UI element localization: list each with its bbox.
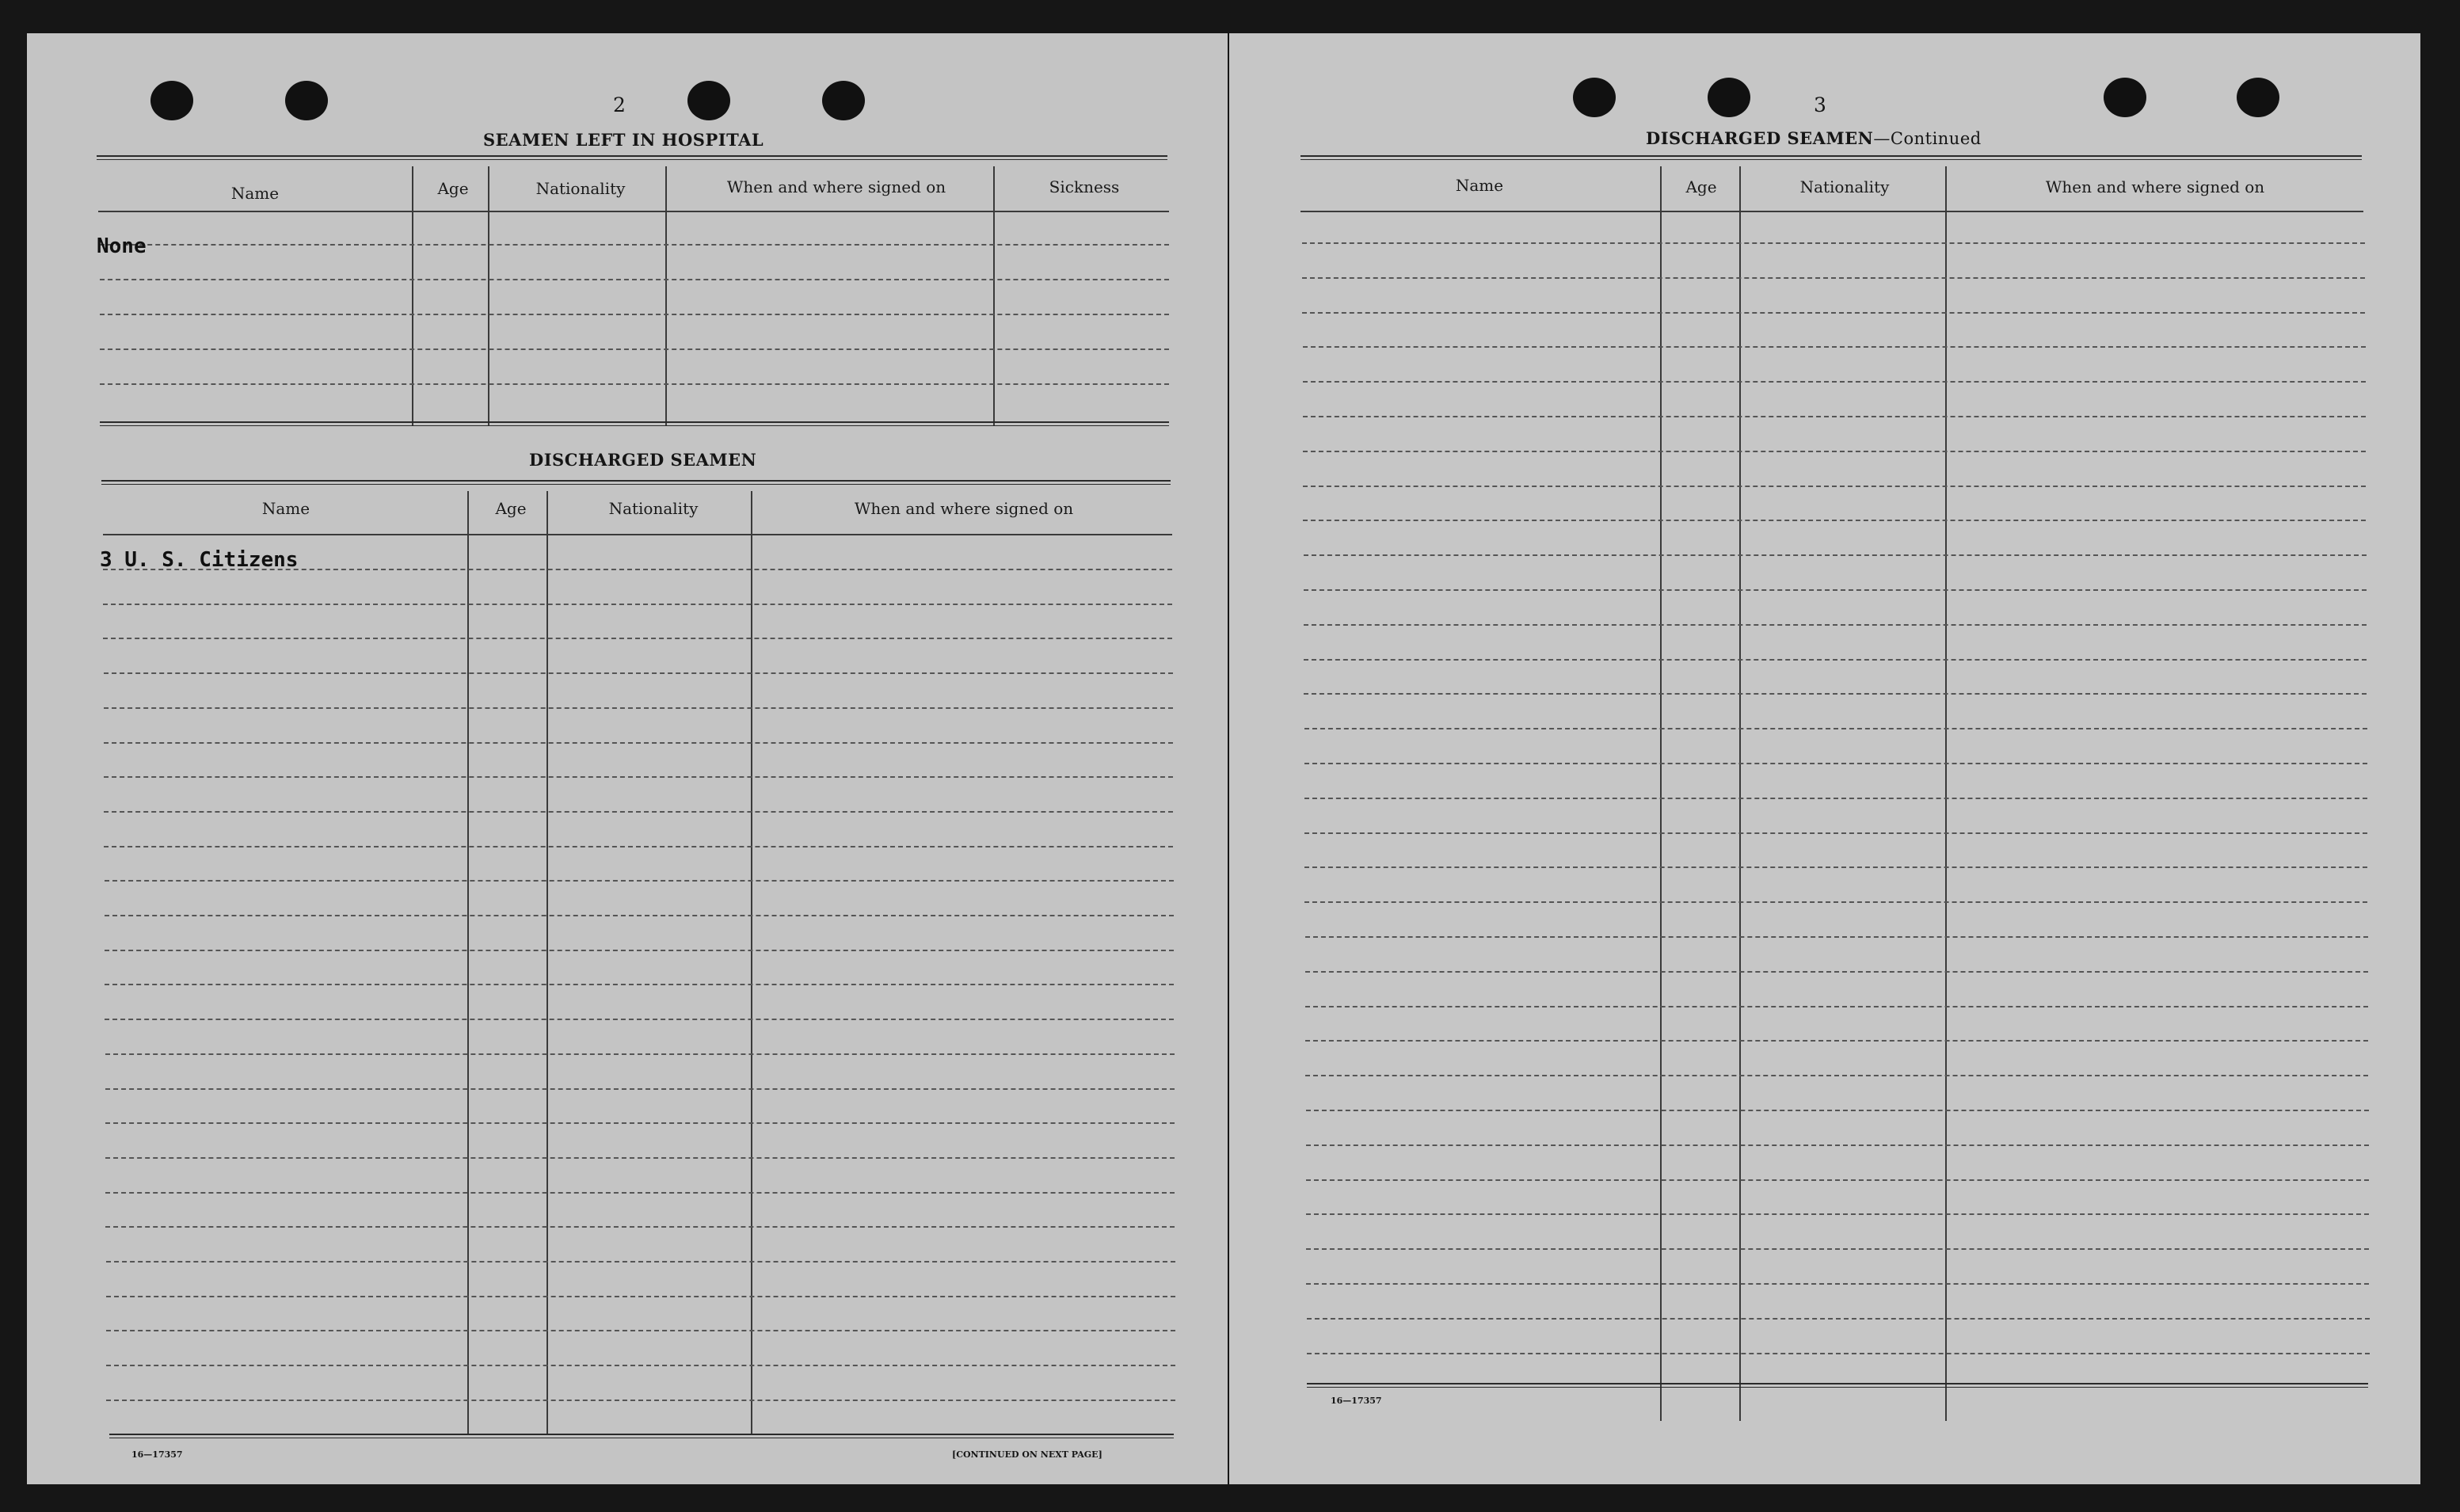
right-col-nationality: Nationality <box>1799 177 1890 196</box>
row-line <box>1305 936 2368 938</box>
right-col-age: Age <box>1685 177 1717 196</box>
header-rule <box>1300 211 2363 212</box>
row-line <box>104 707 1173 709</box>
column-divider <box>993 166 995 426</box>
form-code: 16—17357 <box>131 1449 183 1460</box>
row-line <box>1302 277 2365 279</box>
row-line <box>1304 693 2367 695</box>
row-line <box>1304 763 2367 764</box>
column-divider <box>546 491 548 1435</box>
row-line <box>1304 798 2367 799</box>
form-code: 16—17357 <box>1331 1396 1382 1406</box>
row-line <box>106 1261 1175 1263</box>
row-line <box>1304 728 2367 729</box>
row-line <box>106 1400 1175 1401</box>
column-divider <box>1660 166 1662 1421</box>
punch-hole <box>687 81 730 120</box>
row-line <box>1303 520 2366 521</box>
row-line <box>106 1365 1175 1366</box>
hospital-col-signed-on: When and where signed on <box>726 177 946 196</box>
row-line <box>1305 1075 2368 1076</box>
row-line <box>105 1157 1175 1159</box>
row-line <box>105 1019 1174 1020</box>
left-page <box>27 33 1228 1484</box>
title-suffix: —Continued <box>1873 129 1982 148</box>
row-line <box>1307 1353 2370 1354</box>
section-rule <box>101 480 1171 485</box>
column-divider <box>665 166 667 426</box>
punch-hole <box>2104 78 2146 117</box>
row-line <box>103 604 1172 605</box>
discharged-col-age: Age <box>495 499 527 518</box>
hospital-col-sickness: Sickness <box>1049 177 1120 196</box>
discharged-col-signed-on: When and where signed on <box>854 499 1074 518</box>
punch-hole <box>150 81 193 120</box>
row-line <box>100 348 1169 350</box>
row-line <box>103 638 1172 639</box>
hospital-col-nationality: Nationality <box>535 179 626 198</box>
row-line <box>104 811 1173 813</box>
punch-hole <box>1573 78 1616 117</box>
row-line <box>105 1226 1175 1228</box>
section-rule <box>1307 1383 2368 1388</box>
discharged-continued-title <box>1646 128 1982 148</box>
column-divider <box>1739 166 1741 1421</box>
row-line <box>106 1330 1175 1331</box>
row-line <box>104 846 1173 847</box>
header-rule <box>103 534 1172 535</box>
row-line <box>105 1053 1175 1055</box>
row-line <box>1302 312 2365 314</box>
row-line <box>105 1088 1175 1090</box>
row-line <box>1304 659 2367 661</box>
right-col-name: Name <box>1455 176 1504 195</box>
discharged-col-name: Name <box>261 499 310 518</box>
row-line <box>1306 1248 2369 1250</box>
right-page <box>1229 33 2420 1484</box>
hospital-col-age: Age <box>437 179 469 198</box>
column-divider <box>1945 166 1947 1421</box>
right-col-signed-on: When and where signed on <box>2045 177 2265 196</box>
row-line <box>1304 832 2367 834</box>
continued-note: [CONTINUED ON NEXT PAGE] <box>952 1449 1102 1460</box>
punch-hole <box>1708 78 1750 117</box>
row-line <box>100 383 1169 385</box>
row-line <box>104 776 1173 778</box>
row-line <box>1305 1006 2368 1007</box>
row-line <box>104 742 1173 744</box>
row-line <box>1303 416 2366 417</box>
row-line <box>100 279 1169 280</box>
row-line <box>1306 1110 2369 1111</box>
row-line <box>1305 971 2368 973</box>
punch-hole <box>2237 78 2279 117</box>
row-line <box>1304 866 2367 868</box>
row-line <box>1306 1179 2369 1181</box>
row-line <box>100 314 1169 315</box>
row-line <box>1304 624 2367 626</box>
row-line <box>105 880 1174 882</box>
row-line <box>100 244 1169 246</box>
row-line <box>106 1296 1175 1297</box>
row-line <box>1303 381 2366 383</box>
section-rule <box>97 155 1167 160</box>
row-line <box>1306 1283 2369 1285</box>
page-number: 2 <box>613 93 626 116</box>
row-line <box>104 672 1173 674</box>
punch-hole <box>822 81 865 120</box>
row-line <box>103 569 1172 570</box>
row-line <box>1307 1318 2370 1320</box>
row-line <box>1303 451 2366 452</box>
row-line <box>1304 554 2367 556</box>
row-line <box>105 1192 1175 1194</box>
header-rule <box>98 211 1169 212</box>
row-line <box>105 915 1174 916</box>
hospital-section-title: SEAMEN LEFT IN HOSPITAL <box>483 130 764 150</box>
column-divider <box>488 166 489 426</box>
punch-hole <box>285 81 328 120</box>
row-line <box>1306 1213 2369 1215</box>
row-line <box>1303 346 2366 348</box>
column-divider <box>467 491 469 1435</box>
row-line <box>1303 486 2366 487</box>
section-rule <box>100 421 1169 426</box>
discharged-col-nationality: Nationality <box>608 499 699 518</box>
section-rule <box>1300 155 2362 160</box>
hospital-col-name: Name <box>230 184 280 203</box>
page-number: 3 <box>1814 93 1826 116</box>
row-line <box>1306 1144 2369 1146</box>
row-line <box>1304 589 2367 591</box>
row-line <box>1305 1040 2368 1042</box>
discharged-entry: 3 U. S. Citizens <box>100 548 299 572</box>
title-text: DISCHARGED SEAMEN <box>1646 128 1874 148</box>
row-line <box>105 1122 1175 1124</box>
discharged-section-title: DISCHARGED SEAMEN <box>529 450 757 470</box>
row-line <box>1304 901 2367 903</box>
column-divider <box>751 491 752 1435</box>
hospital-entry: None <box>97 234 147 258</box>
row-line <box>105 984 1174 985</box>
column-divider <box>412 166 413 426</box>
row-line <box>1302 242 2365 244</box>
row-line <box>105 950 1174 951</box>
section-rule <box>109 1434 1174 1438</box>
